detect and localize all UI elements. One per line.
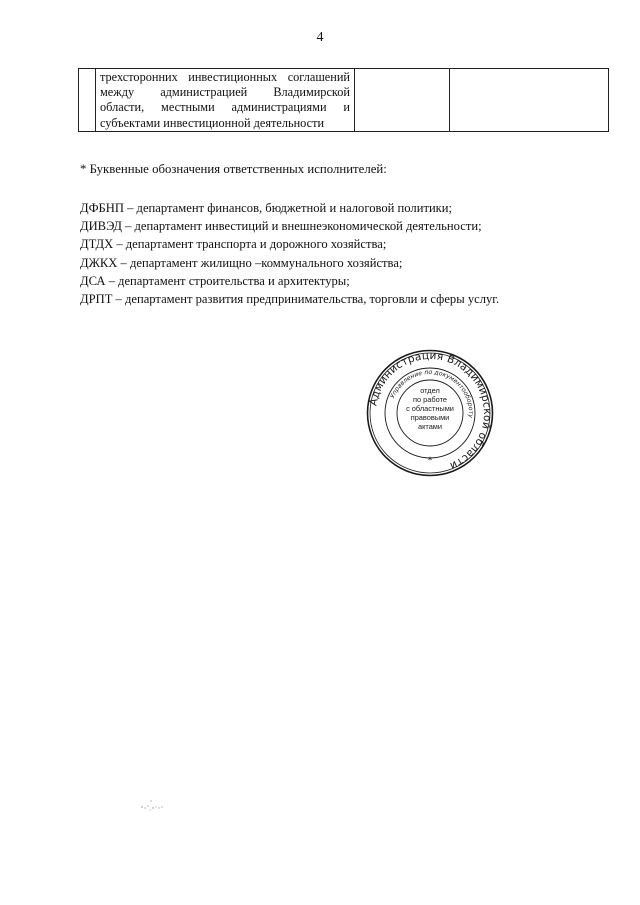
plan-table [78, 68, 609, 132]
seal-center-line: по работе [413, 395, 447, 404]
row-executor-cell [355, 69, 450, 132]
legend-item: ДФБНП – департамент финансов, бюджетной и налоговой политики; [80, 201, 453, 215]
row-description-cell [96, 69, 355, 132]
seal-inner-ring-text: Управление по документообороту [389, 368, 475, 419]
seal-center-line: актами [417, 422, 443, 431]
legend-item: ДТДХ – департамент транспорта и дорожного хозяйства; [80, 237, 387, 252]
row-deadline-cell [450, 69, 609, 132]
scan-noise-marks [139, 797, 165, 813]
table-row [79, 69, 609, 132]
legend-item: ДЖКХ – департамент жилищно –коммунального хозяйства; [80, 255, 403, 270]
legend-item: ДРПТ – департамент развития предпринимательства, торговли и сферы услуг. [80, 292, 500, 307]
page-number: 4 [316, 30, 324, 45]
official-seal-stamp [366, 349, 494, 477]
seal-center-line: отдел [420, 386, 440, 395]
seal-center-line: с областными [406, 404, 454, 413]
row-number-cell [79, 69, 96, 132]
description-line: трехсторонних инвестиционных соглашений [100, 70, 350, 84]
description-line: области, местными администрациями и [100, 100, 350, 115]
legend-item: ДСА – департамент строительства и архитектуры; [80, 273, 350, 288]
legend-list [80, 199, 600, 308]
legend-item: ДИВЭД – департамент инвестиций и внешнеэкономической деятельности; [80, 219, 482, 234]
description-line: субъектами инвестиционной деятельности [100, 115, 325, 130]
legend-note: * Буквенные обозначения ответственных исполнителей: [80, 162, 387, 176]
seal-star: * [427, 456, 433, 466]
seal-outer-text: Администрация Владимирской области [367, 349, 494, 472]
description-line: между администрацией Владимирской [100, 85, 350, 100]
seal-center-line: правовыми [410, 413, 450, 422]
